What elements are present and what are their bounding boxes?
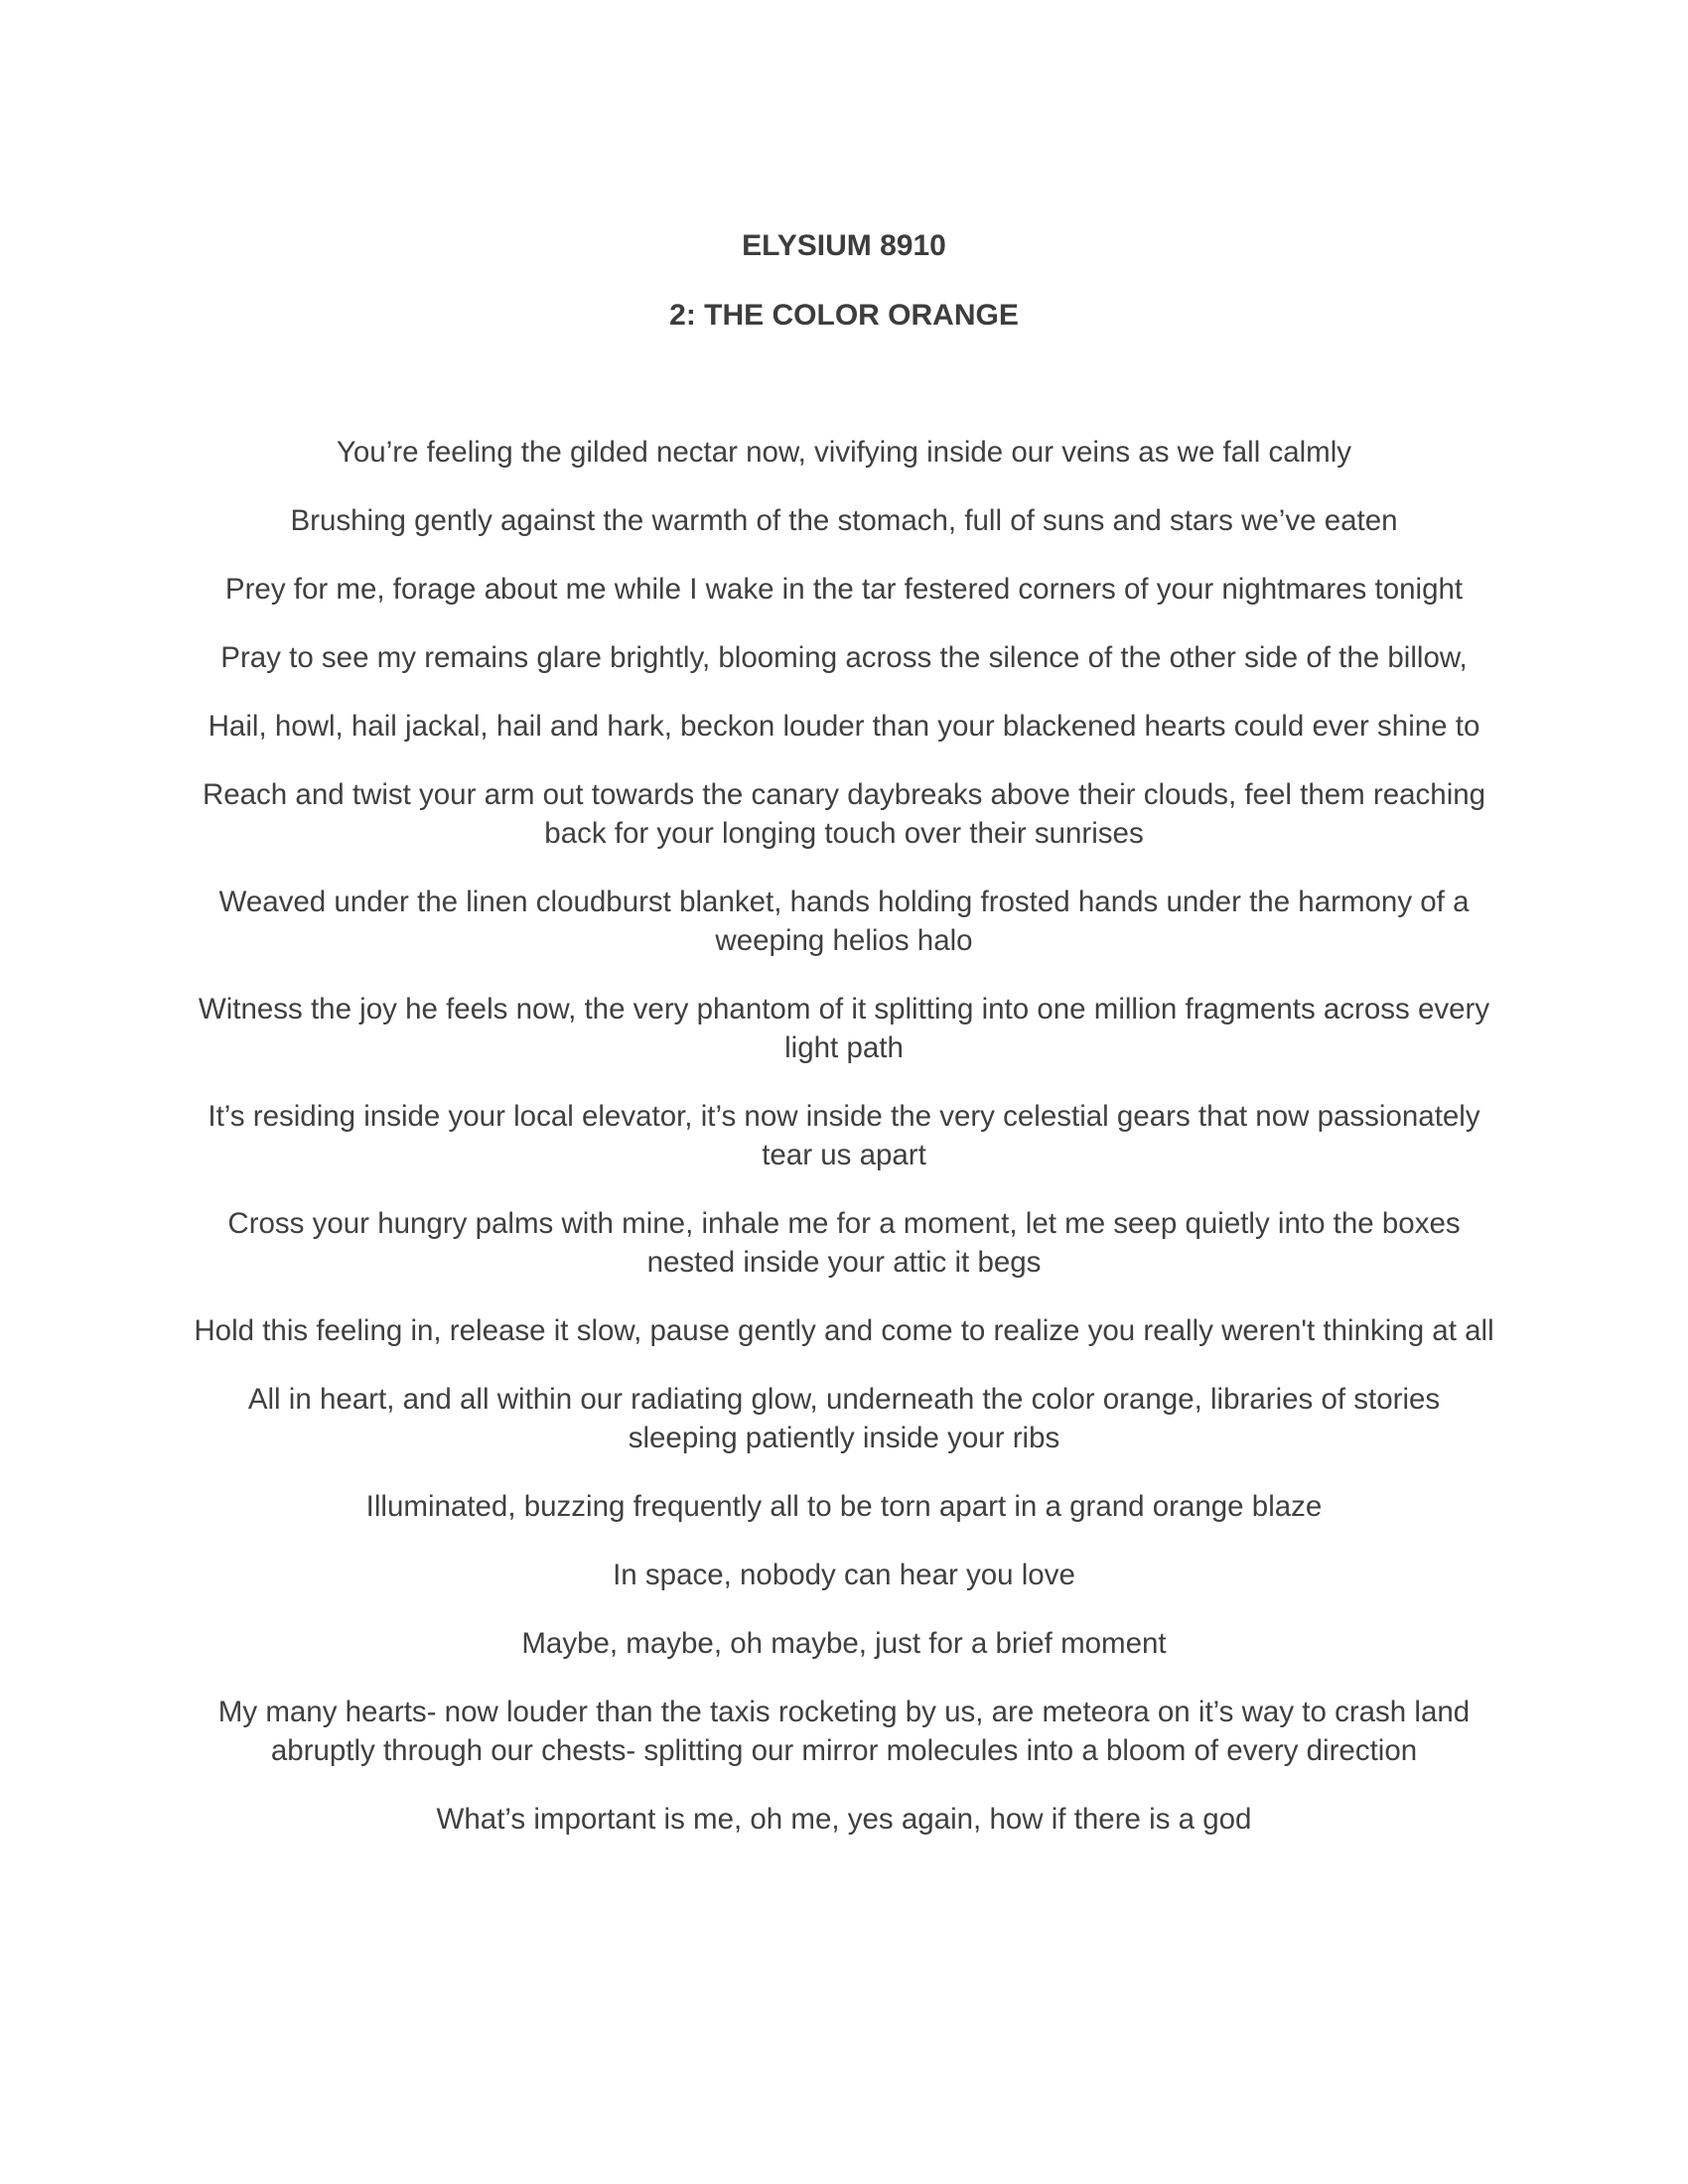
poem-line: Hail, howl, hail jackal, hail and hark, beckon louder than your blackened hearts could ever shine to <box>208 710 1480 743</box>
document-title: ELYSIUM 8910 <box>742 229 946 262</box>
poem-line: My many hearts- now louder than the taxis rocketing by us, are meteora on it’s way to crash land abruptly through our chests- splitting our mirror molecules into a bloom of every direction <box>217 1696 1471 1767</box>
poem-line: It’s residing inside your local elevator, it’s now inside the very celestial gears that now passionately tear us apart <box>208 1100 1480 1171</box>
poem-line: Witness the joy he feels now, the very phantom of it splitting into one million fragments across every light path <box>198 993 1490 1064</box>
poem-line: All in heart, and all within our radiating glow, underneath the color orange, libraries of stories sleeping patiently inside your ribs <box>247 1383 1441 1454</box>
poem-line: What’s important is me, oh me, yes again, how if there is a god <box>436 1803 1252 1836</box>
poem-line: In space, nobody can hear you love <box>613 1559 1075 1591</box>
poem-line: Brushing gently against the warmth of the stomach, full of suns and stars we’ve eaten <box>290 504 1398 537</box>
poem-line: Maybe, maybe, oh maybe, just for a brief moment <box>521 1627 1167 1660</box>
poem-body <box>194 433 1494 1868</box>
poem-line: You’re feeling the gilded nectar now, vivifying inside our veins as we fall calmly <box>336 436 1352 469</box>
poem-line: Illuminated, buzzing frequently all to be torn apart in a grand orange blaze <box>365 1490 1323 1523</box>
poem-line: Weaved under the linen cloudburst blanket, hands holding frosted hands under the harmony of a weeping helios halo <box>218 886 1470 957</box>
poem-line: Hold this feeling in, release it slow, pause gently and come to realize you really weren't thinking at all <box>194 1314 1494 1347</box>
poem-line: Pray to see my remains glare brightly, blooming across the silence of the other side of the billow, <box>220 641 1468 674</box>
document-subtitle: 2: THE COLOR ORANGE <box>669 299 1019 332</box>
poem-line: Prey for me, forage about me while I wake in the tar festered corners of your nightmares tonight <box>224 573 1464 606</box>
poem-line: Cross your hungry palms with mine, inhale me for a moment, let me seep quietly into the boxes nested inside your attic it begs <box>227 1207 1461 1279</box>
poem-line: Reach and twist your arm out towards the canary daybreaks above their clouds, feel them reaching back for your longing touch over their sunrises <box>202 778 1486 850</box>
